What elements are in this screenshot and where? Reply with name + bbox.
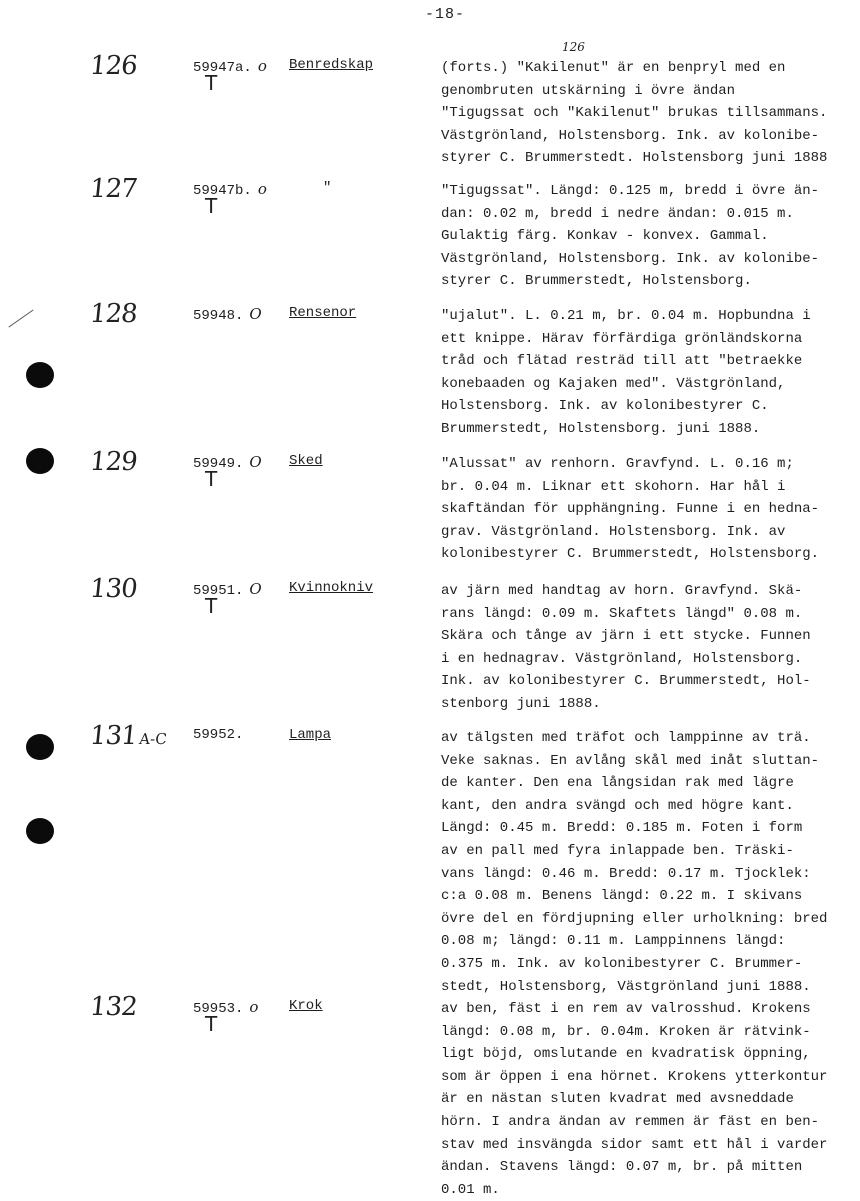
catalog-number-text: 59952.	[193, 727, 244, 743]
catalog-mark: o	[257, 180, 267, 198]
description-line: ett knippe. Härav förfärdiga grönländskorna	[441, 330, 803, 347]
page-number: -18-	[425, 6, 466, 23]
description-line: 0.01 m.	[441, 1181, 500, 1198]
catalog-number-text: 59947a.	[193, 60, 252, 76]
description-line: "ujalut". L. 0.21 m, br. 0.04 m. Hopbundna i	[441, 308, 811, 324]
description-line: är en nästan sluten kvadrat med avsneddade	[441, 1091, 794, 1108]
description-line: stedt, Holstensborg, Västgrönland juni 1888.	[441, 978, 811, 995]
handwritten-number-text: 131	[88, 721, 139, 751]
description-line: av tälgsten med träfot och lamppinne av trä.	[441, 730, 811, 746]
object-description	[441, 180, 846, 293]
description-line: som är öppen i ena hörnet. Krokens ytterkontur	[441, 1068, 828, 1085]
object-description	[441, 580, 846, 716]
description-line: Veke saknas. En avlång skål med inåt sluttan-	[441, 752, 820, 769]
description-line: hörn. I andra ändan av remmen är fäst en ben-	[441, 1113, 820, 1130]
catalog-mark: O	[249, 305, 262, 323]
t-mark: T	[205, 194, 218, 218]
description-line: i en hednagrav. Västgrönland, Holstensborg.	[441, 650, 803, 667]
catalog-mark: O	[249, 453, 262, 471]
handwritten-number	[88, 721, 168, 751]
catalog-number-text: 59947b.	[193, 183, 252, 199]
catalog-number-text: 59949.	[193, 456, 244, 472]
description-line: "Alussat" av renhorn. Gravfynd. L. 0.16 m;	[441, 456, 794, 472]
object-name: Sked	[289, 453, 323, 469]
description-line: vans längd: 0.46 m. Bredd: 0.17 m. Tjocklek:	[441, 865, 811, 882]
description-line: styrer C. Brummerstedt, Holstensborg.	[441, 273, 752, 290]
t-mark: T	[205, 1012, 218, 1036]
handwritten-number-text: 128	[88, 299, 139, 329]
binder-hole	[26, 818, 54, 844]
handwritten-number	[88, 51, 138, 81]
catalog-number	[193, 998, 258, 1017]
object-description	[441, 998, 846, 1201]
handwritten-number-text: 127	[88, 174, 139, 204]
catalog-number	[193, 580, 262, 599]
handwritten-suffix: A-C	[138, 730, 168, 748]
object-name: "	[323, 180, 332, 196]
description-line: rans längd: 0.09 m. Skaftets längd" 0.08 m.	[441, 605, 803, 622]
handwritten-number-text: 126	[88, 51, 139, 81]
object-name: Benredskap	[289, 57, 374, 73]
object-description	[441, 57, 846, 170]
description-line: längd: 0.08 m, br. 0.04m. Kroken är rätvink-	[441, 1023, 811, 1040]
description-line: c:a 0.08 m. Benens längd: 0.22 m. I skivans	[441, 888, 803, 905]
description-line: Västgrönland, Holstensborg. Ink. av kolonibe-	[441, 250, 820, 267]
description-line: 0.08 m; längd: 0.11 m. Lamppinnens längd:	[441, 933, 786, 950]
description-line: 0.375 m. Ink. av kolonibestyrer C. Brummer-	[441, 955, 803, 972]
description-line: genombruten utskärning i övre ändan	[441, 82, 736, 99]
description-line: övre del en fördjupning eller urholkning: bred	[441, 910, 828, 927]
t-mark: T	[205, 594, 218, 618]
description-line: ligt böjd, omslutande en kvadratisk öppning,	[441, 1046, 811, 1063]
handwritten-number-text: 132	[88, 992, 139, 1022]
description-line: de kanter. Den ena långsidan rak med lägre	[441, 775, 794, 792]
description-line: Ink. av kolonibestyrer C. Brummerstedt, Hol-	[441, 673, 811, 690]
description-line: styrer C. Brummerstedt. Holstensborg juni 1888	[441, 150, 828, 167]
margin-pencil-stroke	[8, 309, 33, 327]
object-name: Lampa	[289, 727, 332, 743]
description-line: ändan. Stavens längd: 0.07 m, br. på mitten	[441, 1159, 803, 1176]
description-line: kolonibestyrer C. Brummerstedt, Holstensborg.	[441, 546, 820, 563]
object-description	[441, 727, 846, 998]
t-mark: T	[205, 467, 218, 491]
description-line: stenborg juni 1888.	[441, 695, 601, 712]
catalog-number-text: 59951.	[193, 583, 244, 599]
description-line: Längd: 0.45 m. Bredd: 0.185 m. Foten i form	[441, 820, 803, 837]
description-line: skaftändan för upphängning. Funne i en hedna-	[441, 501, 820, 518]
description-line: av järn med handtag av horn. Gravfynd. Skä-	[441, 583, 803, 599]
t-mark: T	[205, 71, 218, 95]
object-name: Krok	[289, 998, 323, 1014]
description-line: grav. Västgrönland. Holstensborg. Ink. av	[441, 523, 786, 540]
handwritten-number	[88, 574, 138, 604]
description-line: br. 0.04 m. Liknar ett skohorn. Har hål i	[441, 478, 786, 495]
handwritten-number	[88, 174, 138, 204]
catalog-number	[193, 453, 262, 472]
catalog-number	[193, 305, 262, 324]
handwritten-number	[88, 992, 138, 1022]
object-description	[441, 305, 846, 441]
description-line: "Tigugssat". Längd: 0.125 m, bredd i övre än-	[441, 183, 820, 199]
description-line: Holstensborg. Ink. av kolonibestyrer C.	[441, 398, 769, 415]
handwritten-number	[88, 299, 138, 329]
description-line: tråd och flätad resträd till att "betraekke	[441, 353, 803, 370]
description-line: dan: 0.02 m, bredd i nedre ändan: 0.015 m.	[441, 205, 794, 222]
description-line: av en pall med fyra inlappade ben. Träski-	[441, 842, 794, 859]
description-line: "Tigugssat och "Kakilenut" brukas tillsammans.	[441, 105, 828, 122]
binder-hole	[26, 362, 54, 388]
description-line: (forts.) "Kakilenut" är en benpryl med en	[441, 60, 786, 76]
description-line: Brummerstedt, Holstensborg. juni 1888.	[441, 420, 761, 437]
description-line: Västgrönland, Holstensborg. Ink. av kolonibe-	[441, 127, 820, 144]
catalog-mark: o	[249, 998, 259, 1016]
description-line: kant, den andra svängd och med högre kant.	[441, 797, 794, 814]
catalog-number-text: 59953.	[193, 1001, 244, 1017]
handwritten-number-text: 129	[88, 447, 139, 477]
handwritten-number-text: 130	[88, 574, 139, 604]
object-description	[441, 453, 846, 566]
binder-hole	[26, 734, 54, 760]
handwritten-number	[88, 447, 138, 477]
object-name: Rensenor	[289, 305, 357, 321]
object-name: Kvinnokniv	[289, 580, 374, 596]
description-line: Gulaktig färg. Konkav - konvex. Gammal.	[441, 228, 769, 245]
catalog-number	[193, 727, 243, 743]
description-line: Skära och tånge av järn i ett stycke. Funnen	[441, 628, 811, 645]
margin-annotation: 126	[562, 40, 585, 54]
description-line: konebaaden og Kajaken med". Västgrönland,	[441, 375, 786, 392]
description-line: av ben, fäst i en rem av valrosshud. Krokens	[441, 1001, 811, 1017]
description-line: stav med insvängda sidor samt ett hål i varder	[441, 1136, 828, 1153]
catalog-mark: O	[249, 580, 262, 598]
catalog-number-text: 59948.	[193, 308, 244, 324]
binder-hole	[26, 448, 54, 474]
catalog-mark: o	[257, 57, 267, 75]
